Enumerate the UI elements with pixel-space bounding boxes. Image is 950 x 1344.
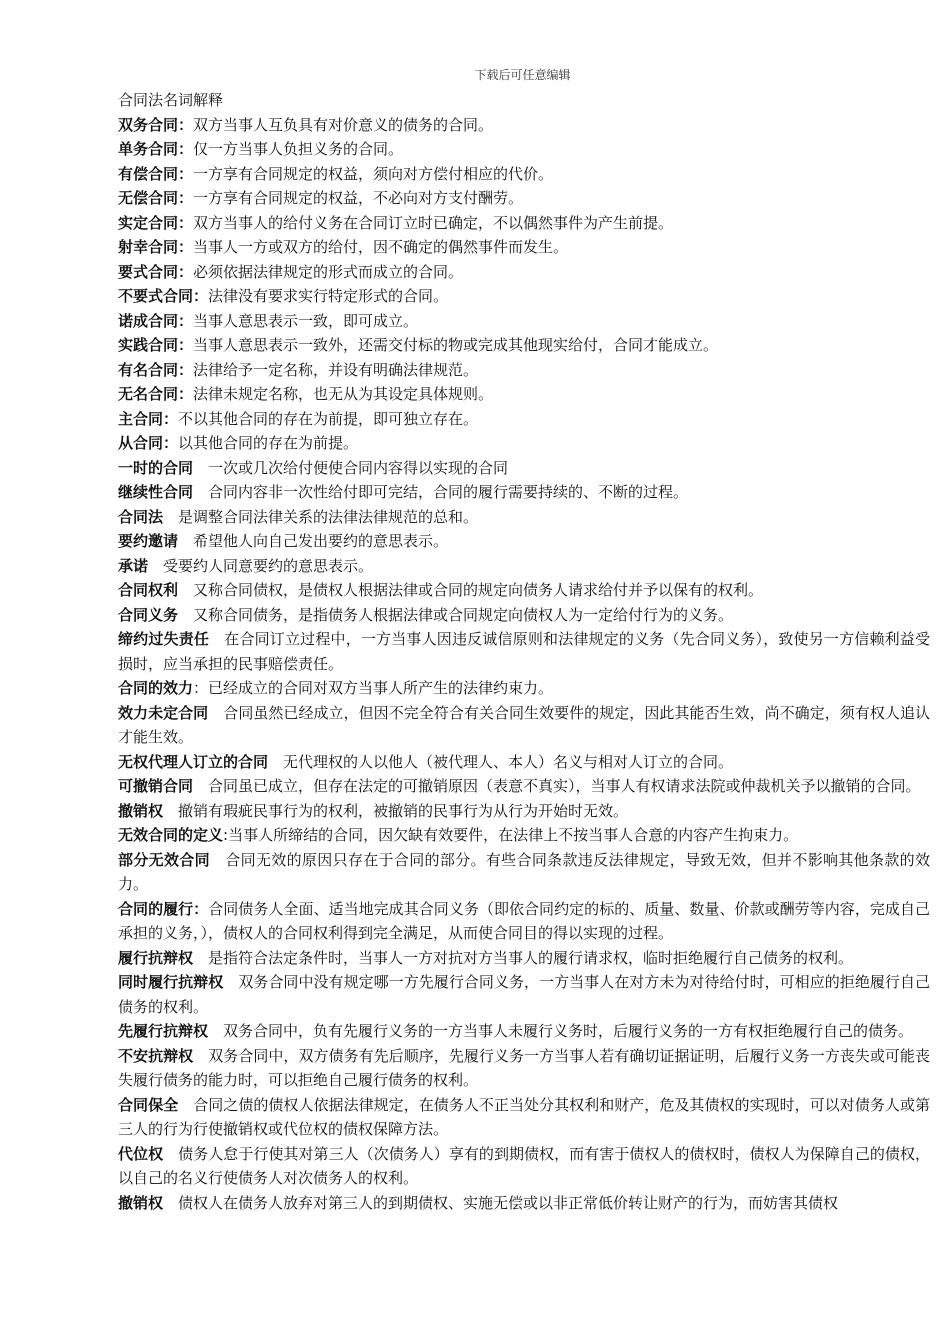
definition-term: 合同的履行： bbox=[118, 899, 209, 918]
definition-term: 先履行抗辩权 bbox=[118, 1022, 209, 1040]
definition-term: 不要式合同： bbox=[118, 287, 209, 305]
definition-entry bbox=[118, 480, 930, 505]
definition-text: 受要约人同意要约的意思表示。 bbox=[163, 556, 374, 575]
definition-entry bbox=[118, 970, 930, 1019]
definition-text: 一方享有合同规定的权益，不必向对方支付酬劳。 bbox=[193, 189, 524, 207]
definition-entry bbox=[118, 1093, 930, 1142]
definition-text: 债务人怠于行使其对第三人（次债务人）享有的到期债权，而有害于债权人的债权时，债权人为保障自己的债权，以自己的名义行使债务人对次债务人的权利。 bbox=[118, 1144, 930, 1187]
definition-term: 无偿合同： bbox=[118, 189, 194, 207]
definition-text: 一方享有合同规定的权益，须向对方偿付相应的代价。 bbox=[193, 164, 554, 183]
definition-term: 无名合同： bbox=[118, 385, 194, 403]
definition-entry bbox=[118, 382, 930, 407]
definition-term: 有偿合同： bbox=[118, 164, 194, 183]
definition-entry bbox=[118, 186, 930, 211]
definition-term: 不安抗辩权 bbox=[118, 1046, 194, 1065]
definition-text: 双方当事人的给付义务在合同订立时已确定，不以偶然事件为产生前提。 bbox=[193, 213, 674, 232]
definition-text: 撤销有瑕疵民事行为的权利，被撤销的民事行为从行为开始时无效。 bbox=[178, 801, 629, 820]
definition-term: 合同义务 bbox=[118, 605, 179, 624]
definition-term: 有名合同： bbox=[118, 360, 194, 379]
definition-term: 双务合同： bbox=[118, 115, 194, 134]
definition-text: 法律未规定名称，也无从为其设定具体规则。 bbox=[193, 385, 494, 403]
definition-term: 撤销权 bbox=[118, 801, 164, 820]
definition-entry bbox=[118, 162, 930, 187]
definition-entry bbox=[118, 333, 930, 358]
definition-text: 不以其他合同的存在为前提，即可独立存在。 bbox=[178, 409, 479, 428]
definition-term: 代位权 bbox=[118, 1144, 164, 1163]
definition-term: 可撤销合同 bbox=[118, 777, 194, 795]
definition-text: 仅一方当事人负担义务的合同。 bbox=[193, 140, 404, 158]
definition-text: 必须依据法律规定的形式而成立的合同。 bbox=[193, 262, 464, 281]
definition-entry bbox=[118, 701, 930, 750]
definition-term: 效力未定合同 bbox=[118, 703, 209, 722]
definition-text: 又称合同债权，是债权人根据法律或合同的规定向债务人请求给付并予以保有的权利。 bbox=[193, 581, 764, 599]
definition-text: 希望他人向自己发出要约的意思表示。 bbox=[193, 532, 449, 550]
definition-term: 合同保全 bbox=[118, 1095, 179, 1114]
definition-entry bbox=[118, 578, 930, 603]
definition-entry bbox=[118, 848, 930, 897]
definition-entry bbox=[118, 554, 930, 579]
definition-term: 部分无效合同 bbox=[118, 850, 210, 869]
definition-term: 缔约过失责任 bbox=[118, 630, 210, 648]
definition-entry bbox=[118, 309, 930, 334]
definition-text: 在合同订立过程中，一方当事人因违反诚信原则和法律规定的义务（先合同义务），致使另一方信赖利益受损时，应当承担的民事赔偿责任。 bbox=[118, 630, 930, 673]
definition-text: 合同虽已成立，但存在法定的可撤销原因（表意不真实），当事人有权请求法院或仲裁机关予以撤销的合同。 bbox=[208, 777, 921, 795]
definition-text: 合同之债的债权人依据法律规定，在债务人不正当处分其权利和财产，危及其债权的实现时，可以对债务人或第三人的行为行使撤销权或代位权的债权保障方法。 bbox=[118, 1095, 930, 1138]
definition-entry bbox=[118, 407, 930, 432]
definition-text: 以其他合同的存在为前提。 bbox=[178, 434, 359, 452]
definition-text: 合同债务人全面、适当地完成其合同义务（即依合同约定的标的、质量、数量、价款或酬劳等内容，完成自己承担的义务，），债权人的合同权利得到完全满足，从而使合同目的得以实现的过程。 bbox=[118, 899, 930, 942]
definition-text: 双务合同中没有规定哪一方先履行合同义务，一方当事人在对方未为对待给付时，可相应的拒绝履行自己债务的权利。 bbox=[118, 973, 930, 1016]
definition-text: 当事人意思表示一致外，还需交付标的物或完成其他现实给付，合同才能成立。 bbox=[193, 336, 719, 354]
definition-entry bbox=[118, 505, 930, 530]
definition-term: 要式合同： bbox=[118, 262, 194, 281]
definition-term: 同时履行抗辩权 bbox=[118, 973, 224, 991]
page-header: 下载后可任意编辑 bbox=[474, 68, 571, 82]
definition-entry bbox=[118, 603, 930, 628]
definition-text: 是指符合法定条件时，当事人一方对抗对方当事人的履行请求权，临时拒绝履行自己债务的权利。 bbox=[208, 948, 854, 967]
definition-term: 撤销权 bbox=[118, 1193, 164, 1212]
definition-text: ：已经成立的合同对双方当事人所产生的法律约束力。 bbox=[193, 679, 554, 697]
definition-term: 实定合同： bbox=[118, 213, 194, 232]
definition-entry bbox=[118, 627, 930, 676]
definition-entry bbox=[118, 774, 930, 799]
definition-text: 一次或几次给付便使合同内容得以实现的合同 bbox=[208, 458, 509, 477]
definition-entry bbox=[118, 1191, 930, 1216]
definition-term: 无效合同的定义 bbox=[118, 826, 224, 844]
definition-text: 当事人一方或双方的给付，因不确定的偶然事件而发生。 bbox=[193, 238, 569, 256]
definition-term: 从合同： bbox=[118, 434, 179, 452]
definition-entry bbox=[118, 529, 930, 554]
document-title: 合同法名词解释 bbox=[118, 91, 224, 109]
definition-list bbox=[118, 113, 930, 1216]
definition-term: 诺成合同： bbox=[118, 311, 194, 330]
definition-entry bbox=[118, 235, 930, 260]
definition-text: 双方当事人互负具有对价意义的债务的合同。 bbox=[193, 115, 494, 134]
definition-term: 继续性合同 bbox=[118, 483, 194, 501]
definition-term: 合同的效力 bbox=[118, 679, 194, 697]
definition-term: 履行抗辩权 bbox=[118, 948, 194, 967]
definition-entry bbox=[118, 113, 930, 138]
definition-entry bbox=[118, 823, 930, 848]
definition-entry bbox=[118, 799, 930, 824]
definition-entry bbox=[118, 358, 930, 383]
definition-text: 无代理权的人以他人（被代理人、本人）名义与相对人订立的合同。 bbox=[283, 752, 734, 771]
definition-text: 双务合同中，双方债务有先后顺序，先履行义务一方当事人若有确切证据证明，后履行义务一方丧失或可能丧失履行债务的能力时，可以拒绝自己履行债务的权利。 bbox=[118, 1046, 930, 1089]
definition-term: 实践合同： bbox=[118, 336, 194, 354]
definition-text: 合同虽然已经成立，但因不完全符合有关合同生效要件的规定，因此其能否生效，尚不确定，须有权人追认才能生效。 bbox=[118, 703, 930, 746]
definition-text: 法律给予一定名称，并设有明确法律规范。 bbox=[193, 360, 479, 379]
definition-text: 又称合同债务，是指债务人根据法律或合同规定向债权人为一定给付行为的义务。 bbox=[193, 605, 734, 624]
definition-entry bbox=[118, 431, 930, 456]
definition-entry bbox=[118, 211, 930, 236]
definition-term: 无权代理人订立的合同 bbox=[118, 752, 269, 771]
definition-entry bbox=[118, 1044, 930, 1093]
definition-text: 合同无效的原因只存在于合同的部分。有些合同条款违反法律规定，导致无效，但并不影响其他条款的效力。 bbox=[118, 850, 930, 893]
definition-entry bbox=[118, 137, 930, 162]
definition-entry bbox=[118, 284, 930, 309]
definition-term: 承诺 bbox=[118, 556, 149, 575]
definition-entry bbox=[118, 946, 930, 971]
definition-entry bbox=[118, 750, 930, 775]
definition-term: 要约邀请 bbox=[118, 532, 179, 550]
definition-term: 一时的合同 bbox=[118, 458, 194, 477]
definition-entry bbox=[118, 676, 930, 701]
definition-entry bbox=[118, 456, 930, 481]
definition-text: 双务合同中，负有先履行义务的一方当事人未履行义务时，后履行义务的一方有权拒绝履行自己的债务。 bbox=[223, 1022, 914, 1040]
definition-text: :当事人所缔结的合同，因欠缺有效要件，在法律上不按当事人合意的内容产生拘束力。 bbox=[223, 826, 799, 844]
definition-entry bbox=[118, 897, 930, 946]
document-body bbox=[118, 88, 930, 1215]
definition-term: 射幸合同： bbox=[118, 238, 194, 256]
definition-term: 主合同： bbox=[118, 409, 179, 428]
definition-text: 债权人在债务人放弃对第三人的到期债权、实施无偿或以非正常低价转让财产的行为，而妨害其债权 bbox=[178, 1193, 839, 1212]
definition-term: 合同法 bbox=[118, 507, 164, 526]
definition-text: 当事人意思表示一致，即可成立。 bbox=[193, 311, 419, 330]
definition-term: 合同权利 bbox=[118, 581, 179, 599]
definition-entry bbox=[118, 260, 930, 285]
definition-entry bbox=[118, 1142, 930, 1191]
definition-text: 法律没有要求实行特定形式的合同。 bbox=[208, 287, 449, 305]
definition-entry bbox=[118, 1019, 930, 1044]
definition-term: 单务合同： bbox=[118, 140, 194, 158]
definition-text: 是调整合同法律关系的法律法律规范的总和。 bbox=[178, 507, 479, 526]
definition-text: 合同内容非一次性给付即可完结，合同的履行需要持续的、不断的过程。 bbox=[208, 483, 689, 501]
